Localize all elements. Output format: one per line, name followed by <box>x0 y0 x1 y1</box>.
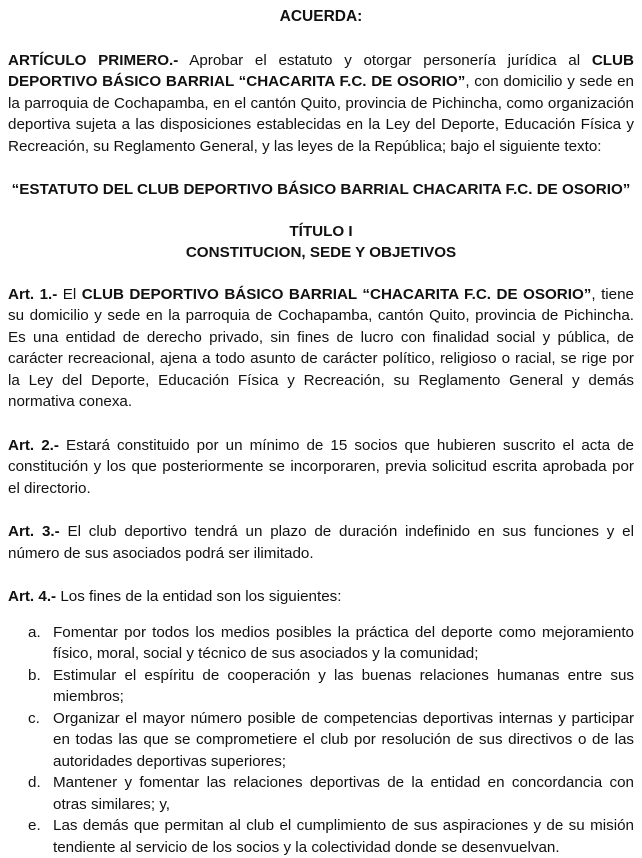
article-1-club-name: CLUB DEPORTIVO BÁSICO BARRIAL “CHACARITA F.C. DE OSORIO” <box>82 286 592 303</box>
list-item <box>53 708 634 773</box>
statute-title: “ESTATUTO DEL CLUB DEPORTIVO BÁSICO BARRIAL CHACARITA F.C. DE OSORIO” <box>8 179 634 201</box>
articulo-primero <box>8 50 634 158</box>
article-4-label: Art. 4.- <box>8 588 56 605</box>
articulo-primero-text-2: , con domicilio y sede en la parroquia de Cochapamba, en el cantón Quito, provincia de Pichincha, como organización deportiva sujeta a las disposiciones establecidas en la Ley del Deporte, Educación Física y Recreación, su Reglamento General, y las leyes de la República; bajo el siguiente texto: <box>8 73 634 155</box>
article-4-text: Los fines de la entidad son los siguientes: <box>56 588 341 605</box>
articulo-primero-club-name: CLUB DEPORTIVO BÁSICO BARRIAL “CHACARITA F.C. DE OSORIO” <box>8 52 634 91</box>
titulo-number: TÍTULO I <box>8 221 634 243</box>
article-4 <box>8 586 634 608</box>
article-1 <box>8 284 634 413</box>
list-item <box>53 815 634 858</box>
list-item-letter: d. <box>28 772 41 794</box>
list-item-text: Mantener y fomentar las relaciones deportivas de la entidad en concordancia con otras similares; y, <box>53 774 634 813</box>
articulo-primero-text-1: Aprobar el estatuto y otorgar personería jurídica al <box>178 52 591 69</box>
document-heading: ACUERDA: <box>8 6 634 28</box>
article-4-list <box>8 622 634 858</box>
article-1-label: Art. 1.- <box>8 286 57 303</box>
list-item-text: Organizar el mayor número posible de competencias deportivas internas y participar en todas las que se comprometiere el club por resolución de sus directivos o de las autoridades deportivas superiores; <box>53 710 634 770</box>
article-3-label: Art. 3.- <box>8 523 60 540</box>
list-item-letter: c. <box>28 708 40 730</box>
article-2-text: Estará constituido por un mínimo de 15 socios que hubieren suscrito el acta de constitución y los que posteriormente se incorporaren, previa solicitud escrita aprobada por el directorio. <box>8 437 634 497</box>
list-item-letter: a. <box>28 622 41 644</box>
article-1-text-2: , tiene su domicilio y sede en la parroquia de Cochapamba, cantón Quito, provincia de Pichincha. Es una entidad de derecho privado, sin fines de lucro con finalidad social y pública, de carácter recreacional, ajena a todo asunto de carácter político, religioso o racial, se rige por la Ley del Deporte, Educación Física y Recreación, su Reglamento General y demás normativa conexa. <box>8 286 634 411</box>
list-item <box>53 622 634 665</box>
article-2 <box>8 435 634 500</box>
articulo-primero-label: ARTÍCULO PRIMERO.- <box>8 52 178 69</box>
list-item-text: Fomentar por todos los medios posibles la práctica del deporte como mejoramiento físico, moral, social y técnico de sus asociados y la comunidad; <box>53 624 634 663</box>
titulo-name: CONSTITUCION, SEDE Y OBJETIVOS <box>8 242 634 264</box>
article-1-text-1: El <box>57 286 81 303</box>
titulo-block <box>8 221 634 264</box>
list-item-letter: b. <box>28 665 41 687</box>
list-item-letter: e. <box>28 815 41 837</box>
article-3 <box>8 521 634 564</box>
list-item-text: Las demás que permitan al club el cumplimiento de sus aspiraciones y de su misión tendiente al servicio de los socios y la colectividad donde se desenvuelvan. <box>53 817 634 856</box>
list-item <box>53 665 634 708</box>
list-item <box>53 772 634 815</box>
article-2-label: Art. 2.- <box>8 437 59 454</box>
article-3-text: El club deportivo tendrá un plazo de duración indefinido en sus funciones y el número de sus asociados podrá ser ilimitado. <box>8 523 634 562</box>
list-item-text: Estimular el espíritu de cooperación y las buenas relaciones humanas entre sus miembros; <box>53 667 634 706</box>
